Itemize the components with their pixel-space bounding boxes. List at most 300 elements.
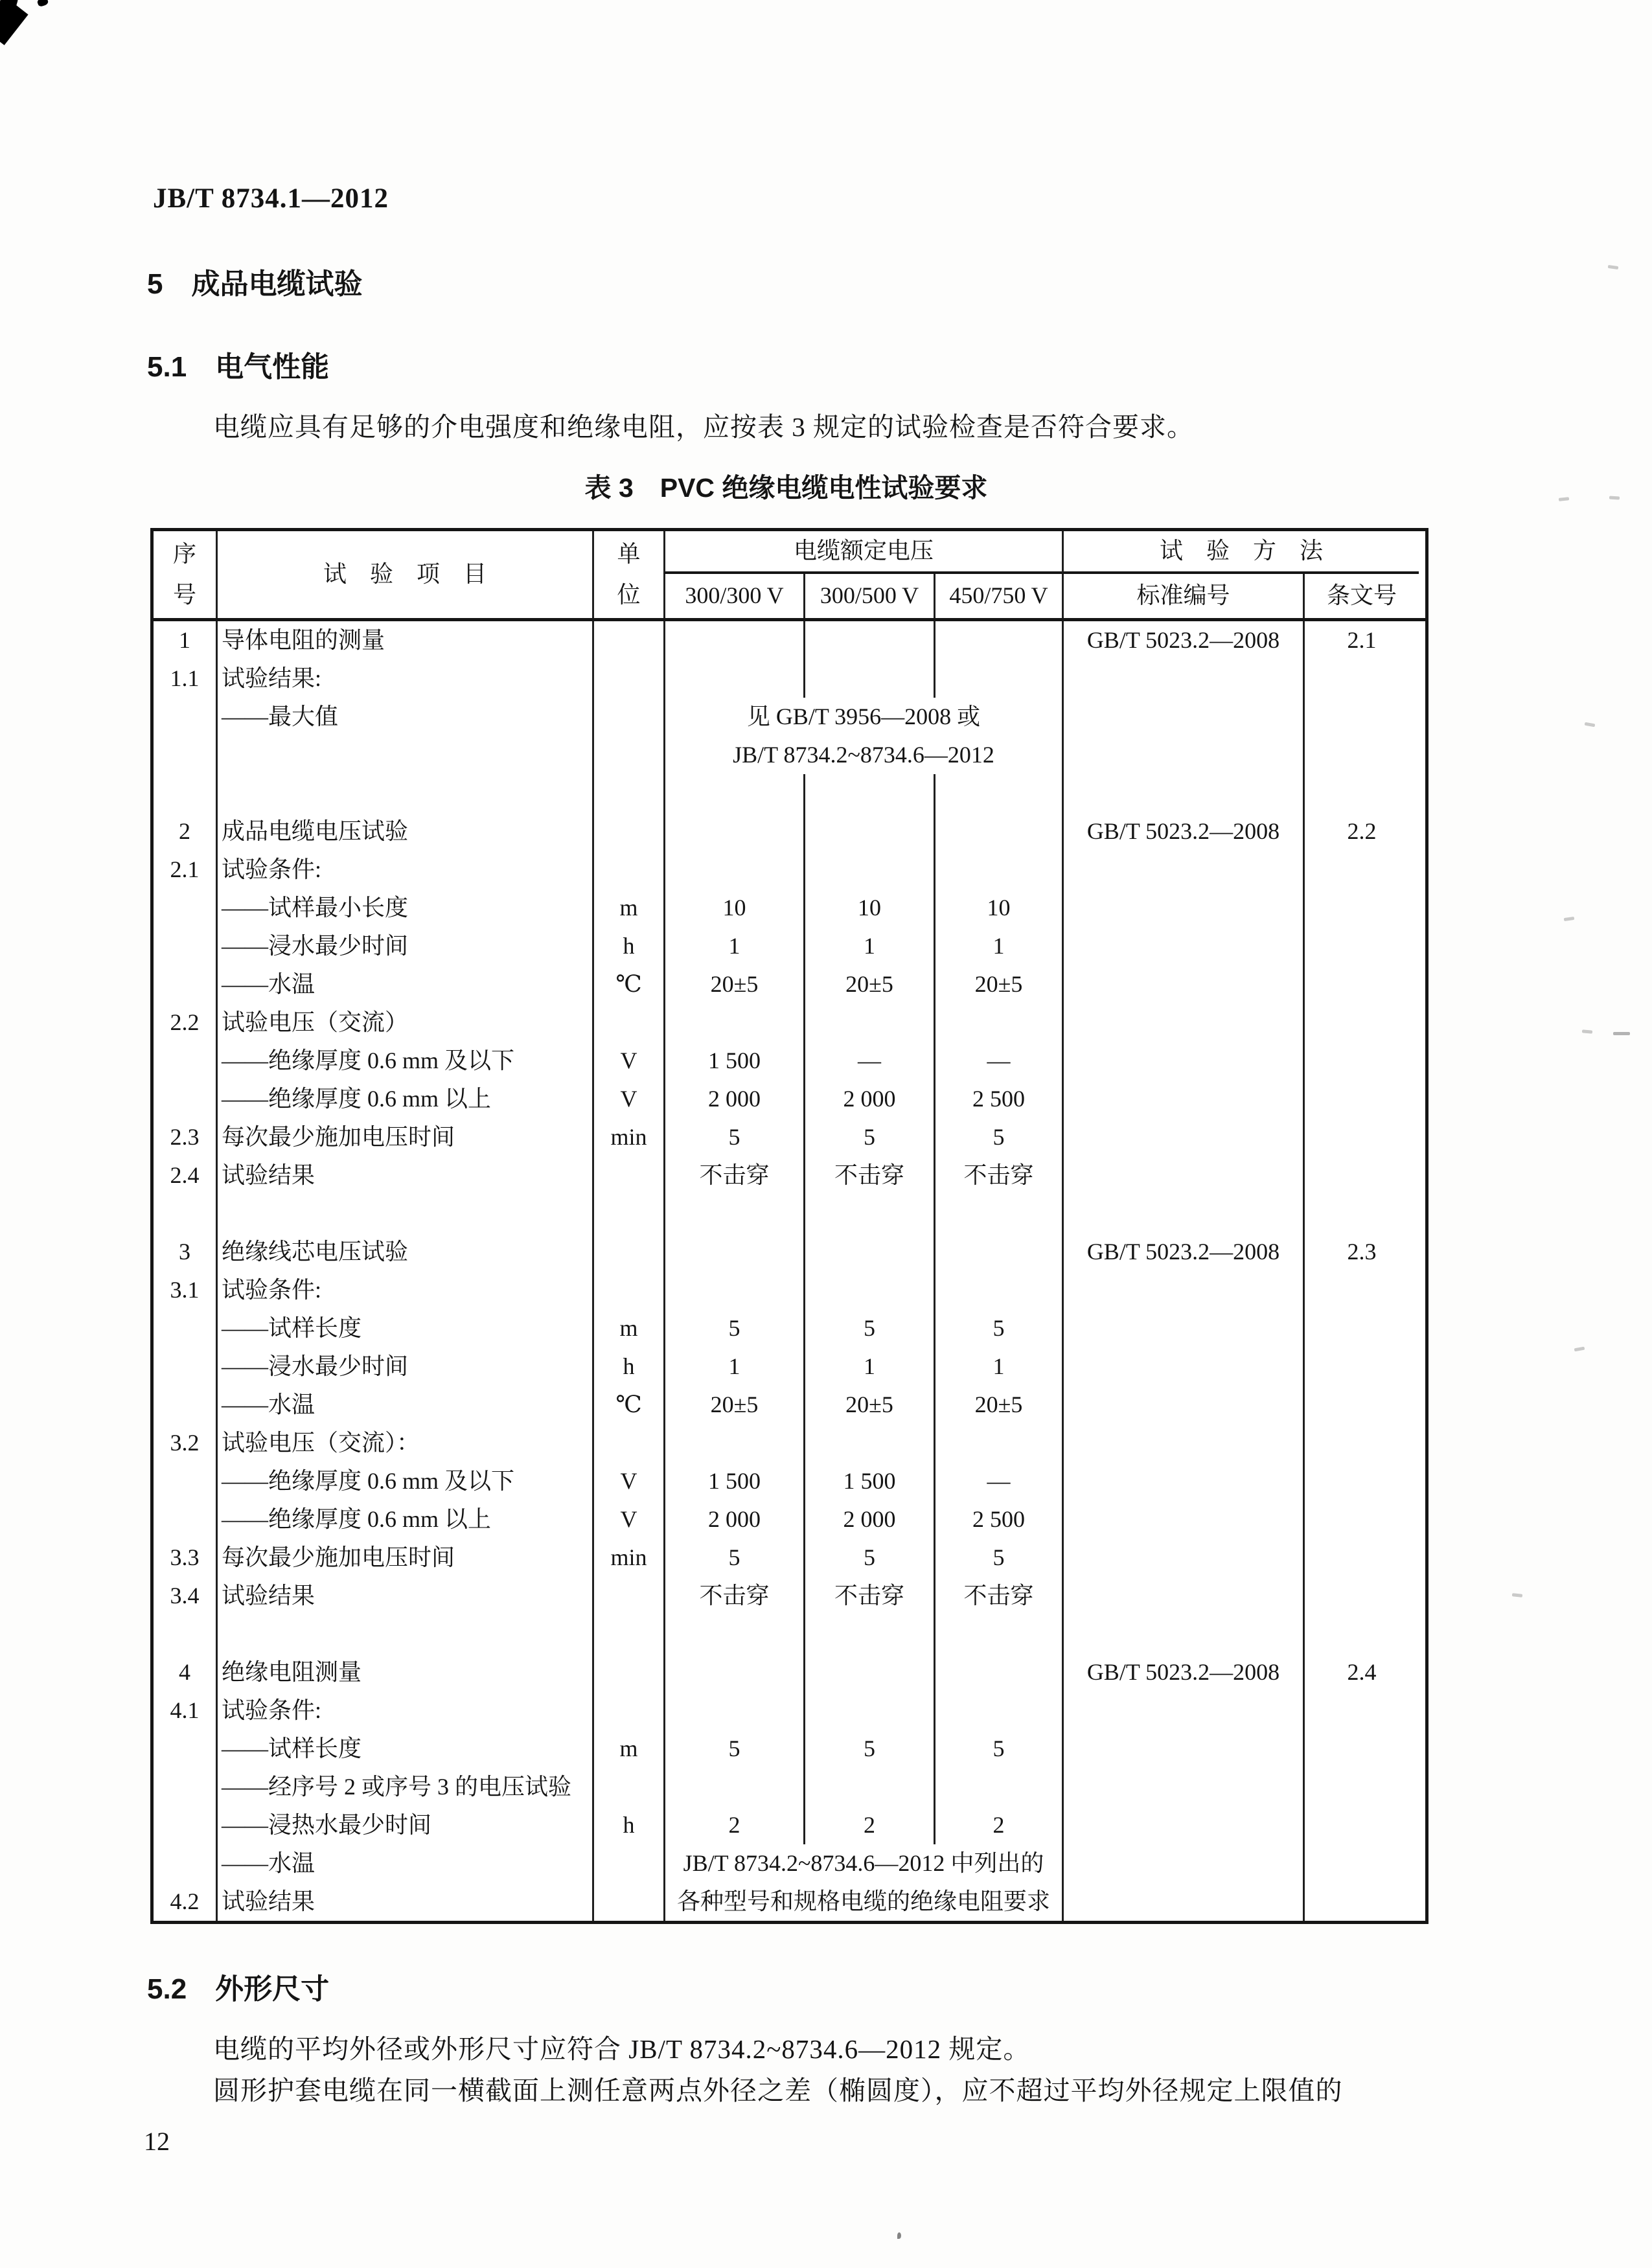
- row-value-300-300v: 20±5: [663, 965, 803, 1003]
- row-value-450-750v: [934, 1653, 1062, 1691]
- row-standard-no: [1062, 698, 1303, 736]
- row-standard-no: [1062, 1462, 1303, 1500]
- row-clause-no: [1303, 1424, 1419, 1462]
- row-clause-no: [1303, 1347, 1419, 1386]
- row-clause-no: [1303, 1883, 1419, 1921]
- row-test-item: ——水温: [216, 965, 592, 1003]
- row-value-300-500v: [803, 851, 934, 889]
- row-value-300-300v: 1 500: [663, 1042, 803, 1080]
- doc-code: JB/T 8734.1—2012: [153, 183, 389, 214]
- row-clause-no: [1303, 1042, 1419, 1080]
- row-standard-no: [1062, 1615, 1303, 1653]
- row-unit: V: [592, 1042, 663, 1080]
- row-value-300-500v: 10: [803, 889, 934, 927]
- row-standard-no: [1062, 1424, 1303, 1462]
- row-test-item: ——浸水最少时间: [216, 1347, 592, 1386]
- header-col-test-item: 试 验 项 目: [216, 531, 592, 618]
- row-unit: h: [592, 1806, 663, 1844]
- row-serial-no: 4.1: [170, 1697, 200, 1723]
- row-test-item: 试验结果: [216, 1156, 592, 1195]
- row-unit: h: [592, 1347, 663, 1386]
- row-value-300-300v: 10: [663, 889, 803, 927]
- row-value-450-750v: [934, 1424, 1062, 1462]
- row-value-300-500v: [803, 1195, 934, 1233]
- row-value-300-300v: [663, 1424, 803, 1462]
- row-standard-no: [1062, 1730, 1303, 1768]
- row-value-450-750v: —: [934, 1462, 1062, 1500]
- row-standard-no: [1062, 1806, 1303, 1844]
- row-unit: min: [592, 1539, 663, 1577]
- row-value-300-300v: [663, 1691, 803, 1730]
- row-unit: [592, 698, 663, 736]
- row-clause-no: [1303, 1118, 1419, 1156]
- row-clause-no: [1303, 927, 1419, 965]
- row-value-300-300v: 5: [663, 1539, 803, 1577]
- row-clause-no: [1303, 1730, 1419, 1768]
- row-unit: ℃: [592, 1386, 663, 1424]
- row-value-300-300v: [663, 1003, 803, 1042]
- row-value-300-300v: 5: [663, 1730, 803, 1768]
- row-standard-no: [1062, 1080, 1303, 1118]
- row-unit: [592, 736, 663, 774]
- row-standard-no: [1062, 1500, 1303, 1539]
- row-value-300-500v: —: [803, 1042, 934, 1080]
- row-serial-no: 3: [179, 1238, 190, 1265]
- row-serial-no: 2.2: [170, 1009, 200, 1035]
- row-unit: [592, 774, 663, 812]
- row-value-300-500v: [803, 621, 934, 659]
- row-value-300-500v: 5: [803, 1730, 934, 1768]
- row-unit: [592, 1653, 663, 1691]
- row-test-item: ——试样最小长度: [216, 889, 592, 927]
- row-value-450-750v: 1: [934, 927, 1062, 965]
- row-value-300-300v: 不击穿: [663, 1156, 803, 1195]
- row-value-300-300v: [663, 1615, 803, 1653]
- row-value-300-500v: 20±5: [803, 1386, 934, 1424]
- row-serial-no: [154, 774, 216, 812]
- row-value-300-300v: 1: [663, 927, 803, 965]
- row-serial-no: 4: [179, 1658, 190, 1685]
- header-col-unit-line1: 单: [617, 540, 641, 567]
- row-merged-value: 见 GB/T 3956—2008 或: [663, 698, 1062, 736]
- row-merged-value: 各种型号和规格电缆的绝缘电阻要求: [663, 1883, 1062, 1921]
- row-standard-no: [1062, 1883, 1303, 1921]
- row-serial-no: 1: [179, 626, 190, 653]
- heading-section-5: 5 成品电缆试验: [147, 268, 363, 300]
- row-clause-no: [1303, 1309, 1419, 1347]
- row-value-450-750v: [934, 1233, 1062, 1271]
- scan-artifact-speck: [36, 0, 49, 7]
- table-body: [154, 621, 1425, 1921]
- scan-artifact-speck: [1574, 1347, 1585, 1352]
- scan-artifact-speck: [1559, 497, 1569, 501]
- row-standard-no: [1062, 1347, 1303, 1386]
- row-standard-no: [1062, 1271, 1303, 1309]
- row-clause-no: [1303, 736, 1419, 774]
- row-standard-no: [1062, 927, 1303, 965]
- row-value-300-300v: [663, 774, 803, 812]
- header-col-unit: [592, 531, 663, 618]
- row-unit: h: [592, 927, 663, 965]
- row-value-300-300v: 1: [663, 1347, 803, 1386]
- row-test-item: 试验结果: [216, 1577, 592, 1615]
- row-value-300-300v: [663, 621, 803, 659]
- row-value-450-750v: 不击穿: [934, 1156, 1062, 1195]
- row-value-300-500v: 1: [803, 1347, 934, 1386]
- row-unit: m: [592, 889, 663, 927]
- row-value-300-500v: 2 000: [803, 1500, 934, 1539]
- scan-artifact-speck: [1608, 265, 1619, 269]
- row-test-item: [216, 1615, 592, 1653]
- row-test-item: 导体电阻的测量: [216, 621, 592, 659]
- row-standard-no: [1062, 774, 1303, 812]
- row-value-450-750v: [934, 1615, 1062, 1653]
- row-value-300-300v: [663, 1233, 803, 1271]
- row-test-item: ——绝缘厚度 0.6 mm 以上: [216, 1080, 592, 1118]
- row-unit: [592, 1577, 663, 1615]
- row-serial-no: [154, 1844, 216, 1883]
- row-serial-no: [154, 1080, 216, 1118]
- row-value-300-500v: [803, 659, 934, 698]
- row-test-item: 试验结果: [216, 1883, 592, 1921]
- scan-artifact-speck: [1613, 1032, 1630, 1035]
- row-serial-no: [154, 965, 216, 1003]
- row-standard-no: [1062, 1118, 1303, 1156]
- row-standard-no: GB/T 5023.2—2008: [1062, 1233, 1303, 1271]
- row-clause-no: [1303, 1386, 1419, 1424]
- row-value-300-300v: [663, 1271, 803, 1309]
- row-value-300-500v: 5: [803, 1539, 934, 1577]
- row-serial-no: [154, 1386, 216, 1424]
- row-unit: V: [592, 1500, 663, 1539]
- row-value-300-500v: 2: [803, 1806, 934, 1844]
- row-clause-no: [1303, 1806, 1419, 1844]
- row-test-item: 每次最少施加电压时间: [216, 1118, 592, 1156]
- row-unit: [592, 1195, 663, 1233]
- row-value-450-750v: [934, 774, 1062, 812]
- row-value-450-750v: 不击穿: [934, 1577, 1062, 1615]
- header-col-serial-no-line1: 序: [172, 540, 196, 567]
- row-value-300-500v: [803, 1271, 934, 1309]
- header-col-300-300v: 300/300 V: [663, 574, 803, 618]
- scan-artifact-speck: [1582, 1029, 1592, 1033]
- paragraph-dimensions-1: 电缆的平均外径或外形尺寸应符合 JB/T 8734.2~8734.6—2012 规定。: [213, 2034, 1031, 2064]
- row-clause-no: [1303, 1195, 1419, 1233]
- row-clause-no: [1303, 1080, 1419, 1118]
- row-test-item: [216, 1195, 592, 1233]
- row-standard-no: [1062, 1577, 1303, 1615]
- row-serial-no: 2.1: [170, 856, 200, 882]
- row-value-450-750v: 10: [934, 889, 1062, 927]
- row-test-item: 试验条件:: [216, 851, 592, 889]
- row-value-450-750v: [934, 1691, 1062, 1730]
- row-unit: [592, 1691, 663, 1730]
- row-test-item: 成品电缆电压试验: [216, 812, 592, 851]
- row-test-item: ——试样长度: [216, 1309, 592, 1347]
- row-test-item: 绝缘电阻测量: [216, 1653, 592, 1691]
- row-clause-no: [1303, 965, 1419, 1003]
- row-standard-no: GB/T 5023.2—2008: [1062, 1653, 1303, 1691]
- row-clause-no: [1303, 851, 1419, 889]
- row-standard-no: GB/T 5023.2—2008: [1062, 621, 1303, 659]
- header-group-test-method: 试 验 方 法: [1062, 531, 1419, 574]
- row-serial-no: [154, 1042, 216, 1080]
- row-value-450-750v: [934, 659, 1062, 698]
- row-clause-no: [1303, 698, 1419, 736]
- row-value-300-500v: 2 000: [803, 1080, 934, 1118]
- row-value-300-300v: 5: [663, 1118, 803, 1156]
- row-value-300-300v: [663, 1768, 803, 1806]
- row-standard-no: [1062, 736, 1303, 774]
- row-serial-no: [154, 1347, 216, 1386]
- row-test-item: [216, 774, 592, 812]
- row-unit: [592, 621, 663, 659]
- row-value-300-500v: 1: [803, 927, 934, 965]
- row-value-300-300v: [663, 659, 803, 698]
- row-value-300-300v: 2 000: [663, 1500, 803, 1539]
- row-value-300-500v: [803, 1768, 934, 1806]
- row-serial-no: [154, 927, 216, 965]
- row-value-450-750v: 2 500: [934, 1500, 1062, 1539]
- row-test-item: 绝缘线芯电压试验: [216, 1233, 592, 1271]
- row-serial-no: [154, 1195, 216, 1233]
- row-clause-no: [1303, 774, 1419, 812]
- row-serial-no: 2: [179, 818, 190, 844]
- row-value-300-300v: [663, 851, 803, 889]
- row-standard-no: [1062, 889, 1303, 927]
- row-clause-no: [1303, 1156, 1419, 1195]
- row-standard-no: [1062, 1195, 1303, 1233]
- row-unit: [592, 659, 663, 698]
- row-serial-no: [154, 1768, 216, 1806]
- row-value-450-750v: [934, 1271, 1062, 1309]
- table-header: [154, 531, 1425, 621]
- row-unit: [592, 1615, 663, 1653]
- scan-artifact-speck: [1609, 496, 1620, 499]
- row-test-item: ——浸水最少时间: [216, 927, 592, 965]
- row-standard-no: [1062, 1844, 1303, 1883]
- row-clause-no: 2.3: [1303, 1233, 1419, 1271]
- row-unit: [592, 1003, 663, 1042]
- row-value-450-750v: 5: [934, 1309, 1062, 1347]
- row-serial-no: 3.2: [170, 1429, 200, 1456]
- row-value-300-500v: [803, 1233, 934, 1271]
- row-clause-no: 2.1: [1303, 621, 1419, 659]
- row-clause-no: 2.4: [1303, 1653, 1419, 1691]
- row-standard-no: [1062, 965, 1303, 1003]
- header-group-rated-voltage: 电缆额定电压: [663, 531, 1062, 574]
- row-test-item: ——经序号 2 或序号 3 的电压试验: [216, 1768, 592, 1806]
- scan-artifact-speck: [1585, 722, 1596, 727]
- row-value-300-500v: [803, 1003, 934, 1042]
- row-unit: V: [592, 1462, 663, 1500]
- row-unit: [592, 1883, 663, 1921]
- row-unit: [592, 1233, 663, 1271]
- row-clause-no: [1303, 1462, 1419, 1500]
- row-value-450-750v: —: [934, 1042, 1062, 1080]
- scan-artifact-speck: [897, 2232, 901, 2239]
- row-standard-no: [1062, 851, 1303, 889]
- row-value-300-300v: [663, 1195, 803, 1233]
- row-test-item: ——绝缘厚度 0.6 mm 及以下: [216, 1462, 592, 1500]
- row-value-450-750v: 20±5: [934, 1386, 1062, 1424]
- row-serial-no: 2.4: [170, 1162, 200, 1188]
- row-test-item: 每次最少施加电压时间: [216, 1539, 592, 1577]
- row-unit: [592, 1156, 663, 1195]
- row-test-item: ——水温: [216, 1844, 592, 1883]
- row-value-450-750v: 5: [934, 1118, 1062, 1156]
- row-test-item: 试验条件:: [216, 1691, 592, 1730]
- row-value-300-500v: [803, 812, 934, 851]
- row-test-item: ——绝缘厚度 0.6 mm 以上: [216, 1500, 592, 1539]
- row-test-item: 试验电压（交流）：: [216, 1424, 592, 1462]
- row-serial-no: 3.1: [170, 1276, 200, 1303]
- row-serial-no: 1.1: [170, 665, 200, 691]
- row-serial-no: 4.2: [170, 1888, 200, 1914]
- row-standard-no: [1062, 659, 1303, 698]
- row-clause-no: [1303, 659, 1419, 698]
- row-test-item: ——浸热水最少时间: [216, 1806, 592, 1844]
- header-col-300-500v: 300/500 V: [803, 574, 934, 618]
- row-value-300-500v: 不击穿: [803, 1156, 934, 1195]
- row-value-300-500v: [803, 1653, 934, 1691]
- row-unit: V: [592, 1080, 663, 1118]
- row-clause-no: [1303, 1844, 1419, 1883]
- row-serial-no: [154, 1730, 216, 1768]
- row-value-300-500v: [803, 1424, 934, 1462]
- row-clause-no: [1303, 1577, 1419, 1615]
- row-value-450-750v: [934, 1768, 1062, 1806]
- heading-section-5-2: 5.2 外形尺寸: [147, 1973, 330, 2005]
- row-clause-no: [1303, 889, 1419, 927]
- row-serial-no: [154, 1500, 216, 1539]
- row-unit: ℃: [592, 965, 663, 1003]
- row-clause-no: [1303, 1615, 1419, 1653]
- row-value-450-750v: 2 500: [934, 1080, 1062, 1118]
- row-unit: [592, 851, 663, 889]
- row-test-item: 试验条件:: [216, 1271, 592, 1309]
- paragraph-electrical-requirements: 电缆应具有足够的介电强度和绝缘电阻，应按表 3 规定的试验检查是否符合要求。: [213, 412, 1194, 442]
- row-unit: m: [592, 1309, 663, 1347]
- row-value-450-750v: 5: [934, 1730, 1062, 1768]
- row-unit: [592, 1844, 663, 1883]
- row-serial-no: [154, 889, 216, 927]
- header-col-serial-no-line2: 号: [172, 581, 196, 608]
- row-standard-no: [1062, 1156, 1303, 1195]
- row-clause-no: [1303, 1539, 1419, 1577]
- row-value-450-750v: 5: [934, 1539, 1062, 1577]
- row-clause-no: [1303, 1271, 1419, 1309]
- row-serial-no: [154, 1462, 216, 1500]
- row-value-300-300v: 20±5: [663, 1386, 803, 1424]
- header-col-serial-no: [154, 531, 216, 618]
- row-standard-no: [1062, 1309, 1303, 1347]
- row-test-item: [216, 736, 592, 774]
- row-test-item: ——最大值: [216, 698, 592, 736]
- row-serial-no: [154, 1615, 216, 1653]
- heading-section-5-1: 5.1 电气性能: [147, 351, 330, 383]
- row-serial-no: 3.3: [170, 1544, 200, 1570]
- table-title: 表 3 PVC 绝缘电缆电性试验要求: [584, 473, 988, 503]
- row-test-item: 试验电压（交流）: [216, 1003, 592, 1042]
- row-value-450-750v: [934, 1003, 1062, 1042]
- page-number: 12: [144, 2127, 170, 2156]
- scan-artifact-speck: [1564, 917, 1575, 921]
- row-serial-no: [154, 736, 216, 774]
- row-clause-no: [1303, 1768, 1419, 1806]
- row-value-300-500v: [803, 1691, 934, 1730]
- row-test-item: ——绝缘厚度 0.6 mm 及以下: [216, 1042, 592, 1080]
- row-standard-no: [1062, 1003, 1303, 1042]
- row-serial-no: [154, 1806, 216, 1844]
- row-merged-value: JB/T 8734.2~8734.6—2012 中列出的: [663, 1844, 1062, 1883]
- row-clause-no: [1303, 1500, 1419, 1539]
- row-unit: m: [592, 1730, 663, 1768]
- row-value-300-500v: 5: [803, 1118, 934, 1156]
- row-test-item: 试验结果:: [216, 659, 592, 698]
- row-value-300-300v: 不击穿: [663, 1577, 803, 1615]
- row-serial-no: 2.3: [170, 1123, 200, 1150]
- row-value-300-300v: 5: [663, 1309, 803, 1347]
- row-value-450-750v: [934, 621, 1062, 659]
- row-value-300-300v: 2: [663, 1806, 803, 1844]
- row-serial-no: [154, 698, 216, 736]
- header-col-450-750v: 450/750 V: [934, 574, 1062, 618]
- row-value-450-750v: 20±5: [934, 965, 1062, 1003]
- row-value-450-750v: [934, 851, 1062, 889]
- row-standard-no: [1062, 1539, 1303, 1577]
- table-3-pvc-electrical-tests: [150, 528, 1428, 1924]
- paragraph-dimensions-2: 圆形护套电缆在同一横截面上测任意两点外径之差（椭圆度），应不超过平均外径规定上限值的: [213, 2076, 1343, 2105]
- row-standard-no: [1062, 1386, 1303, 1424]
- row-value-300-300v: [663, 812, 803, 851]
- row-serial-no: 3.4: [170, 1582, 200, 1609]
- row-value-300-500v: 1 500: [803, 1462, 934, 1500]
- row-merged-value: JB/T 8734.2~8734.6—2012: [663, 736, 1062, 774]
- row-clause-no: [1303, 1003, 1419, 1042]
- row-value-300-500v: [803, 1615, 934, 1653]
- row-value-300-300v: 1 500: [663, 1462, 803, 1500]
- header-col-standard-no: 标准编号: [1062, 574, 1303, 618]
- row-value-300-500v: 20±5: [803, 965, 934, 1003]
- row-value-300-500v: 不击穿: [803, 1577, 934, 1615]
- row-standard-no: [1062, 1768, 1303, 1806]
- row-standard-no: GB/T 5023.2—2008: [1062, 812, 1303, 851]
- row-unit: [592, 1424, 663, 1462]
- row-unit: [592, 1271, 663, 1309]
- row-value-450-750v: [934, 812, 1062, 851]
- header-col-unit-line2: 位: [617, 581, 641, 608]
- row-test-item: ——试样长度: [216, 1730, 592, 1768]
- row-value-300-500v: 5: [803, 1309, 934, 1347]
- row-standard-no: [1062, 1691, 1303, 1730]
- row-value-300-500v: [803, 774, 934, 812]
- row-unit: [592, 1768, 663, 1806]
- row-standard-no: [1062, 1042, 1303, 1080]
- row-clause-no: [1303, 1691, 1419, 1730]
- row-value-450-750v: 1: [934, 1347, 1062, 1386]
- row-unit: min: [592, 1118, 663, 1156]
- row-value-300-300v: 2 000: [663, 1080, 803, 1118]
- row-serial-no: [154, 1309, 216, 1347]
- row-test-item: ——水温: [216, 1386, 592, 1424]
- scan-artifact-speck: [1512, 1593, 1522, 1598]
- row-value-450-750v: [934, 1195, 1062, 1233]
- row-value-450-750v: 2: [934, 1806, 1062, 1844]
- header-col-clause-no: 条文号: [1303, 574, 1419, 618]
- row-unit: [592, 812, 663, 851]
- row-clause-no: 2.2: [1303, 812, 1419, 851]
